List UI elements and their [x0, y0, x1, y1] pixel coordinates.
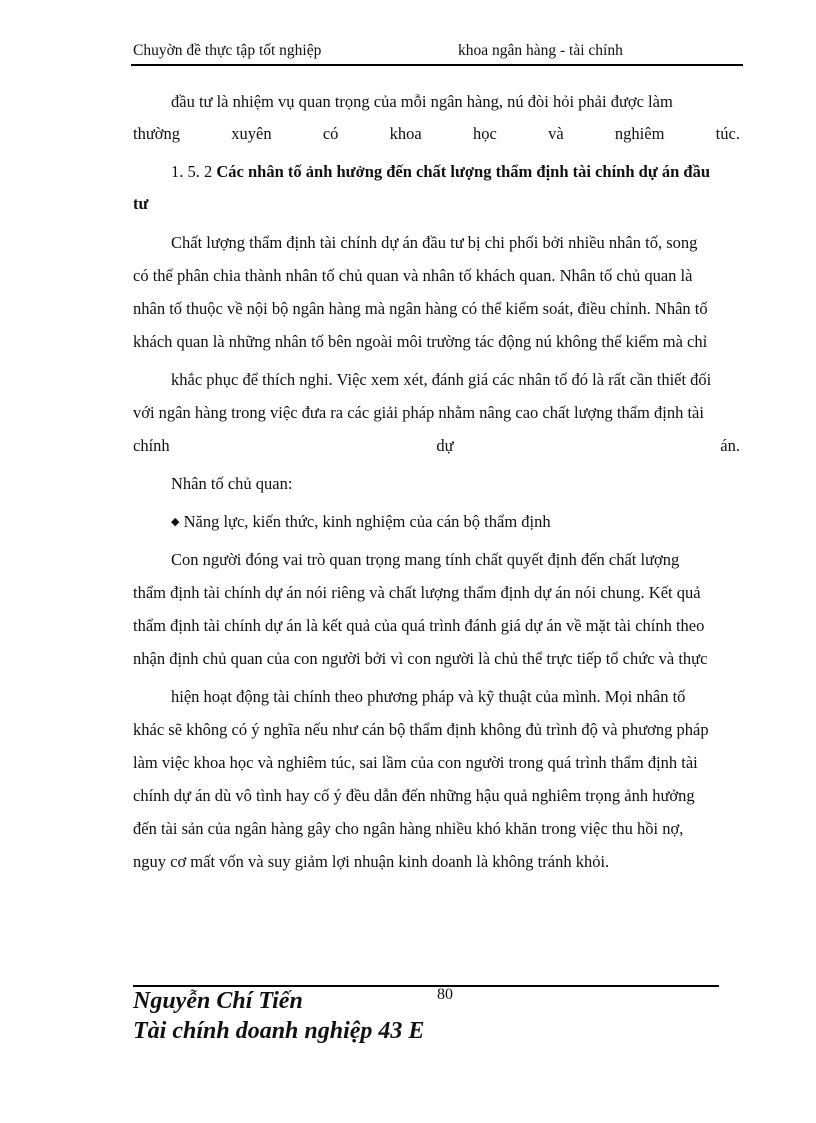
- paragraph-line: Chất lượng thẩm định tài chính dự án đầu tư bị chi phối bởi nhiều nhân tố, song: [171, 233, 698, 252]
- section-number: 1. 5. 2: [171, 162, 217, 181]
- word: án.: [720, 436, 740, 455]
- paragraph-line: có thể phân chia thành nhân tố chủ quan và nhân tố khách quan. Nhân tố chủ quan là: [133, 266, 693, 285]
- paragraph-line: với ngân hàng trong việc đưa ra các giải pháp nhằm nâng cao chất lượng thẩm định tài: [133, 403, 704, 422]
- section-title: Các nhân tố ảnh hưởng đến chất lượng thẩm định tài chính dự án đầu: [216, 162, 711, 181]
- word: dự: [436, 436, 454, 455]
- word: khoa: [389, 124, 422, 143]
- paragraph-line: nguy cơ mất vốn và suy giảm lợi nhuận kinh doanh là không tránh khỏi.: [133, 852, 610, 871]
- header-divider: [131, 64, 743, 66]
- bullet-text: Năng lực, kiến thức, kinh nghiệm của cán bộ thẩm định: [179, 512, 551, 531]
- footer-author: Nguyễn Chí Tiến: [133, 988, 303, 1014]
- paragraph-line: thẩm định tài chính dự án nói riêng và chất lượng thẩm định dự án nói chung. Kết quả: [133, 583, 701, 602]
- word: túc.: [715, 124, 740, 143]
- paragraph-line: đầu tư là nhiệm vụ quan trọng của mỗi ngân hàng, nú đòi hỏi phải được làm: [171, 92, 673, 111]
- footer-class: Tài chính doanh nghiệp 43 E: [133, 1018, 425, 1044]
- paragraph-line: Con người đóng vai trò quan trọng mang tính chất quyết định đến chất lượng: [171, 550, 680, 569]
- word: thường: [133, 124, 181, 143]
- paragraph-line: chính dự án dù vô tình hay cố ý đều dẫn đến những hậu quả nghiêm trọng ảnh hưởng: [133, 786, 695, 805]
- header-left: Chuyờn đề thực tập tốt nghiệp: [133, 42, 322, 59]
- word: xuyên: [231, 124, 272, 143]
- footer-divider: [133, 985, 719, 987]
- paragraph-line: làm việc khoa học và nghiêm túc, sai lầm của con người trong quá trình thẩm định tài: [133, 753, 698, 772]
- word: có: [322, 124, 339, 143]
- section-heading: [171, 162, 740, 182]
- section-title-continued: tư: [133, 194, 149, 213]
- bullet-item: [171, 512, 740, 532]
- word: chính: [133, 436, 170, 455]
- paragraph-line: đến tài sản của ngân hàng gây cho ngân hàng nhiều khó khăn trong việc thu hồi nợ,: [133, 819, 684, 838]
- word: nghiêm: [614, 124, 665, 143]
- justified-line: [133, 124, 740, 144]
- diamond-bullet-icon: ◆: [171, 516, 180, 528]
- paragraph-line: hiện hoạt động tài chính theo phương pháp và kỹ thuật của mình. Mọi nhân tố: [171, 687, 686, 706]
- paragraph-line: nhận định chủ quan của con người bởi vì con người là chủ thể trực tiếp tổ chức và thực: [133, 649, 708, 668]
- paragraph-line: khách quan là những nhân tố bên ngoài môi trường tác động nú không thể kiểm mà chỉ: [133, 332, 708, 351]
- paragraph-line: khác sẽ không có ý nghĩa nếu như cán bộ thẩm định không đủ trình độ và phương pháp: [133, 720, 709, 739]
- word: học: [473, 124, 497, 143]
- paragraph-line: khắc phục để thích nghi. Việc xem xét, đánh giá các nhân tố đó là rất cần thiết đối: [171, 370, 712, 389]
- page-number: 80: [437, 986, 453, 1003]
- subjective-factors-heading: Nhân tố chủ quan:: [171, 474, 293, 493]
- paragraph-line: nhân tố thuộc về nội bộ ngân hàng mà ngân hàng có thể kiểm soát, điều chỉnh. Nhân tố: [133, 299, 708, 318]
- justified-line: [133, 436, 740, 456]
- paragraph-line: thẩm định tài chính dự án là kết quả của quá trình đánh giá dự án về mặt tài chính theo: [133, 616, 705, 635]
- header-right: khoa ngân hàng - tài chính: [458, 42, 623, 59]
- word: và: [548, 124, 564, 143]
